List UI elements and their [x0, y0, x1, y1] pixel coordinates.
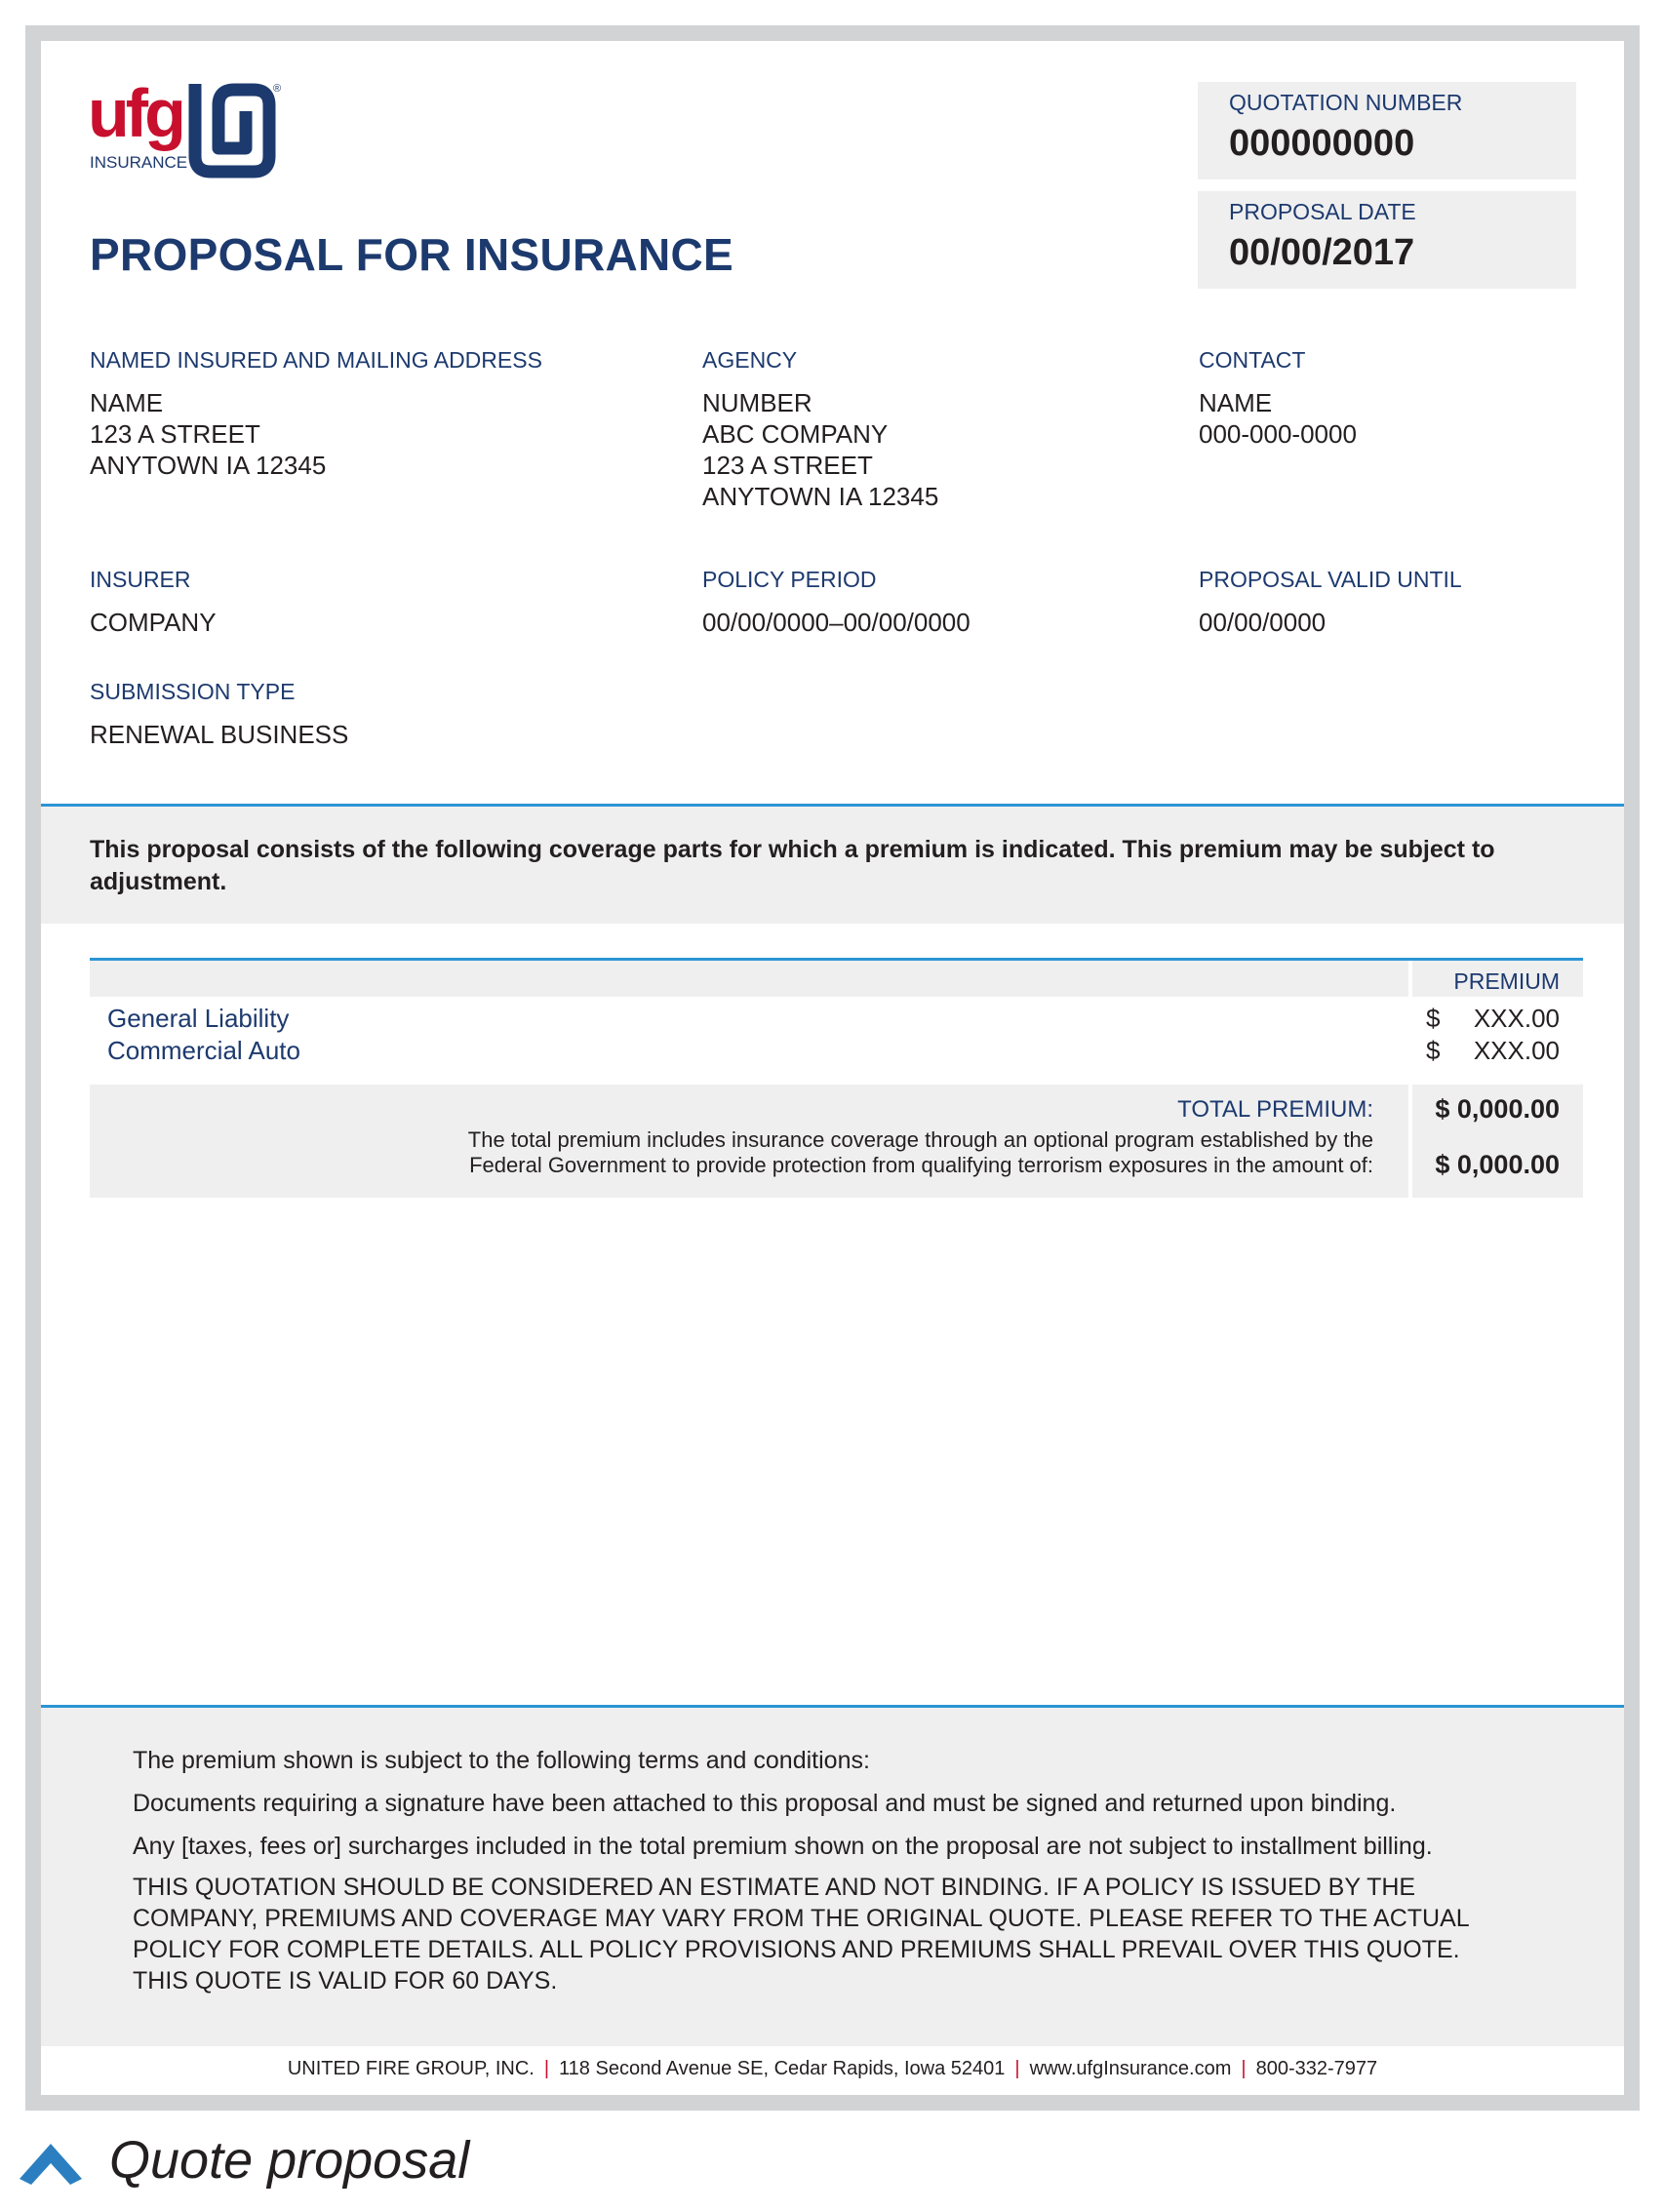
footer-separator: | — [1014, 2058, 1020, 2079]
terms-item: Documents requiring a signature have been attached to this proposal and must be signed and returned upon binding. — [133, 1790, 1397, 1817]
agency-label: AGENCY — [702, 347, 798, 373]
proposal-date-label: PROPOSAL DATE — [1229, 199, 1416, 224]
coverage-intro-band — [41, 807, 1624, 924]
disclaimer-line: THIS QUOTATION SHOULD BE CONSIDERED AN ESTIMATE AND NOT BINDING. IF A POLICY IS ISSUED BY THE — [133, 1874, 1416, 1901]
figure-caption — [20, 2116, 702, 2204]
coverage-name: Commercial Auto — [107, 1036, 300, 1065]
terrorism-note — [398, 1127, 1373, 1178]
coverage-intro-text: This proposal consists of the following coverage parts for which a premium is indicated. This premium may be subject to adjustment. — [90, 836, 1495, 895]
premium-column-header: PREMIUM — [1453, 968, 1560, 994]
ufg-logo — [88, 78, 312, 180]
caption-text: Quote proposal — [109, 2131, 470, 2190]
quotation-number-box — [1198, 82, 1576, 179]
quotation-number-value: 000000000 — [1229, 123, 1415, 164]
insurer-block — [90, 567, 217, 638]
insurer-value: COMPANY — [90, 608, 217, 637]
column-separator — [1408, 961, 1412, 997]
logo-tagline: INSURANCE — [90, 153, 188, 172]
terrorism-premium-value: $ 0,000.00 — [1435, 1150, 1560, 1179]
agency-block — [702, 347, 938, 512]
coverage-name: General Liability — [107, 1004, 290, 1033]
coverage-amount: XXX.00 — [1473, 1004, 1560, 1033]
logo-registered: ® — [273, 83, 282, 95]
coverage-amount: XXX.00 — [1473, 1036, 1560, 1065]
currency-symbol: $ — [1426, 1036, 1441, 1065]
proposal-date-box — [1198, 191, 1576, 289]
footer-separator: | — [543, 2058, 550, 2079]
quotation-number-label: QUOTATION NUMBER — [1229, 90, 1463, 115]
agency-line: 123 A STREET — [702, 451, 873, 480]
terms-band — [41, 1708, 1624, 2046]
valid-until-block — [1199, 567, 1462, 638]
footer-website[interactable]: www.ufgInsurance.com — [1029, 2058, 1232, 2079]
disclaimer-line: POLICY FOR COMPLETE DETAILS. ALL POLICY PROVISIONS AND PREMIUMS SHALL PREVAIL OVER THIS QUOTE. — [133, 1936, 1460, 1963]
footer-address: 118 Second Avenue SE, Cedar Rapids, Iowa 52401 — [559, 2058, 1006, 2079]
named-insured-line: ANYTOWN IA 12345 — [90, 451, 327, 480]
contact-label: CONTACT — [1199, 347, 1306, 373]
column-separator — [1408, 1085, 1412, 1198]
agency-line: NUMBER — [702, 388, 812, 417]
named-insured-line: 123 A STREET — [90, 419, 260, 449]
footer-company: UNITED FIRE GROUP, INC. — [287, 2058, 535, 2079]
submission-type-block — [90, 679, 348, 750]
insurer-label: INSURER — [90, 567, 191, 592]
submission-type-label: SUBMISSION TYPE — [90, 679, 296, 704]
page-title: PROPOSAL FOR INSURANCE — [90, 229, 734, 280]
contact-block — [1199, 347, 1357, 450]
footer-phone: 800-332-7977 — [1255, 2058, 1378, 2079]
policy-period-block — [702, 567, 971, 638]
valid-until-value: 00/00/0000 — [1199, 608, 1327, 637]
total-premium-label: TOTAL PREMIUM: — [1177, 1096, 1373, 1123]
named-insured-line: NAME — [90, 388, 164, 417]
terrorism-note-line: The total premium includes insurance coverage through an optional program established by the — [467, 1127, 1373, 1152]
terms-intro: The premium shown is subject to the following terms and conditions: — [133, 1747, 870, 1774]
contact-line: 000-000-0000 — [1199, 419, 1357, 449]
total-premium-band — [90, 1085, 1583, 1198]
footer-separator: | — [1241, 2058, 1247, 2079]
disclaimer — [133, 1872, 1470, 1996]
logo-wordmark: ufg — [88, 78, 182, 151]
named-insured-label: NAMED INSURED AND MAILING ADDRESS — [90, 347, 542, 373]
proposal-date-value: 00/00/2017 — [1229, 232, 1415, 273]
chevron-up-icon — [20, 2140, 82, 2185]
terrorism-note-line: Federal Government to provide protection from qualifying terrorism exposures in the amount of: — [469, 1153, 1373, 1177]
agency-line: ANYTOWN IA 12345 — [702, 482, 939, 511]
page-footer — [41, 2058, 1624, 2080]
policy-period-value: 00/00/0000–00/00/0000 — [702, 608, 971, 637]
submission-type-value: RENEWAL BUSINESS — [90, 720, 349, 749]
named-insured-block — [90, 347, 542, 481]
proposal-page — [41, 41, 1624, 2095]
currency-symbol: $ — [1426, 1004, 1441, 1033]
premium-table-header — [90, 958, 1583, 997]
valid-until-label: PROPOSAL VALID UNTIL — [1199, 567, 1462, 592]
disclaimer-line: THIS QUOTE IS VALID FOR 60 DAYS. — [133, 1967, 558, 1995]
contact-line: NAME — [1199, 388, 1273, 417]
policy-period-label: POLICY PERIOD — [702, 567, 877, 592]
agency-line: ABC COMPANY — [702, 419, 889, 449]
total-premium-value: $ 0,000.00 — [1435, 1094, 1560, 1124]
terms-item: Any [taxes, fees or] surcharges included in the total premium shown on the proposal are not subject to installment billing. — [133, 1833, 1433, 1860]
disclaimer-line: COMPANY, PREMIUMS AND COVERAGE MAY VARY FROM THE ORIGINAL QUOTE. PLEASE REFER TO THE ACTUAL — [133, 1905, 1470, 1932]
